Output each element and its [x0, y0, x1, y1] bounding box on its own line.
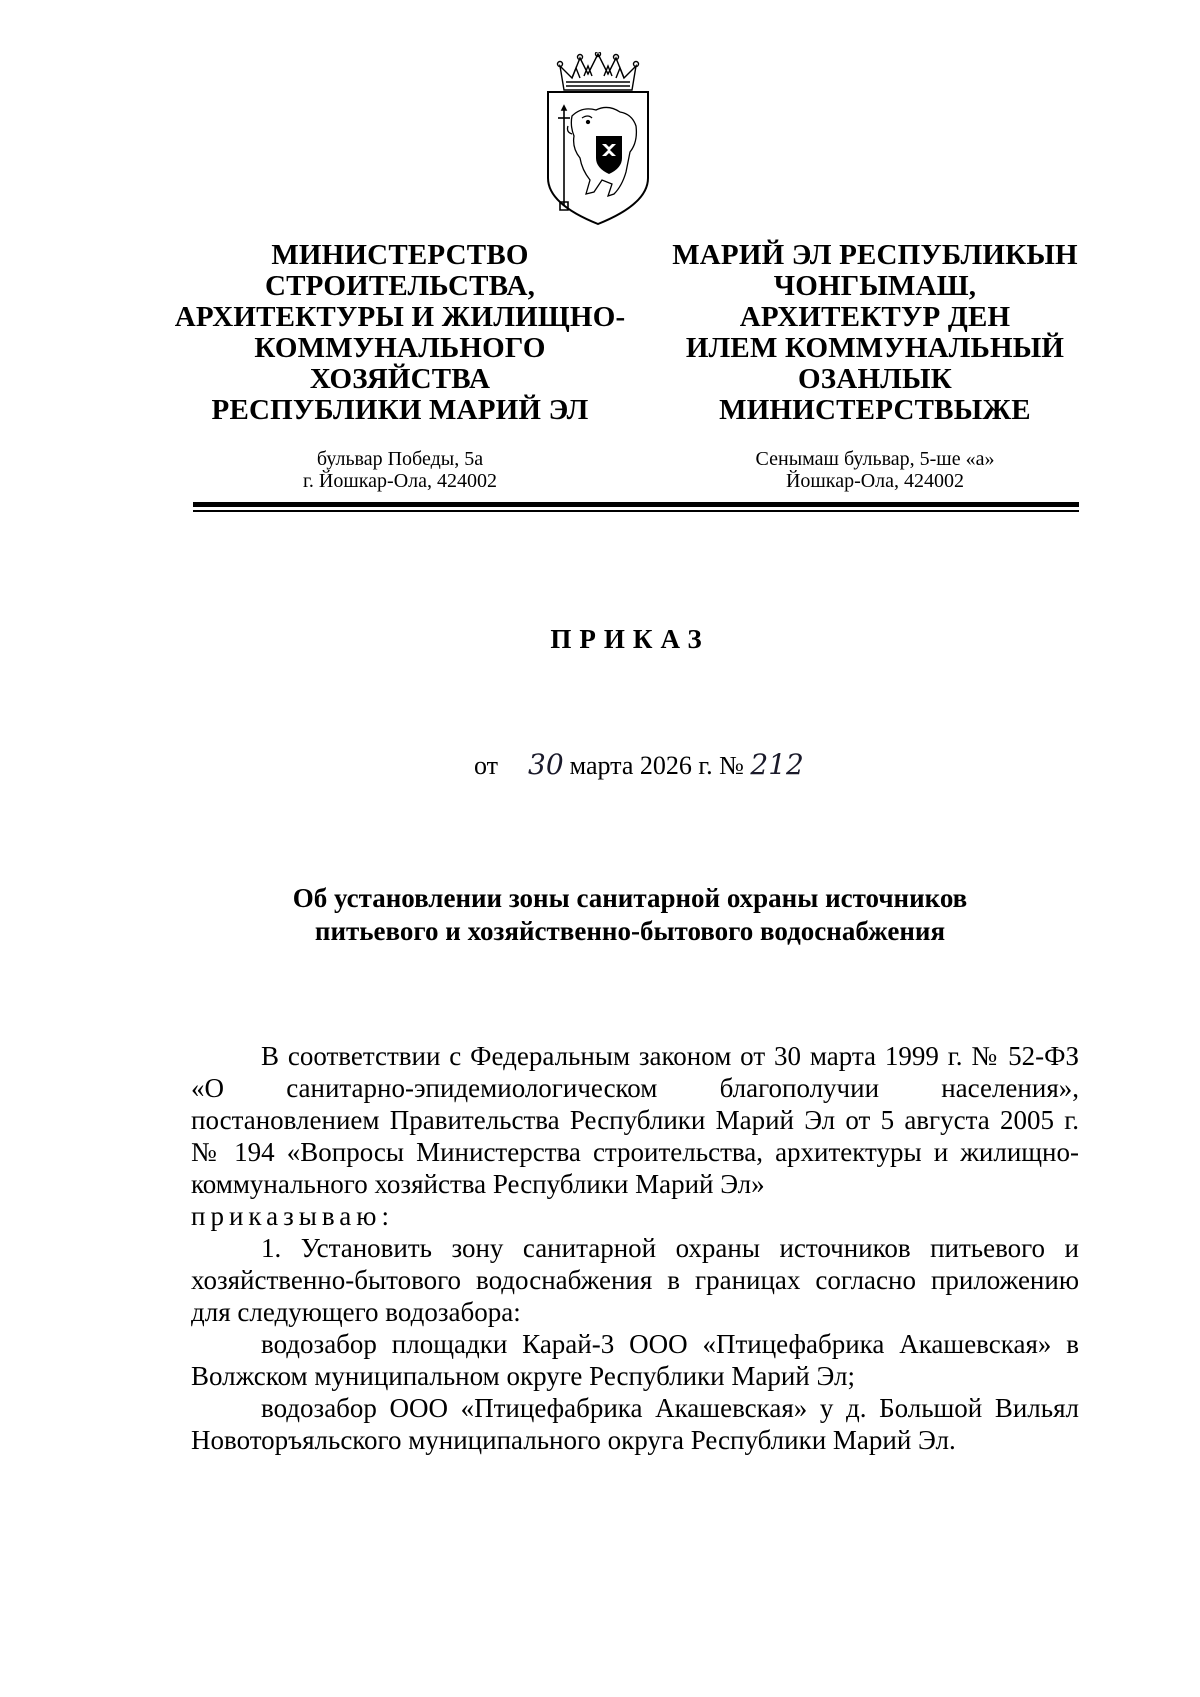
date-prefix: от [474, 751, 499, 780]
document-type: ПРИКАЗ [550, 624, 710, 654]
org-name-line: МИНИСТЕРСТВЫЖЕ [719, 394, 1031, 426]
header-divider-thin [193, 510, 1079, 512]
header-divider-thick [193, 502, 1079, 507]
title-line: питьевого и хозяйственно-бытового водоснабжения [314, 916, 946, 946]
address-line: бульвар Победы, 5а [316, 448, 484, 470]
header-right [655, 240, 1095, 492]
org-name-line: МИНИСТЕРСТВО [271, 239, 529, 271]
org-name-line: ИЛЕМ КОММУНАЛЬНЫЙ [685, 332, 1065, 364]
item-1-paragraph: 1. Установить зону санитарной охраны источников питьевого и хозяйственно-бытового водоснабжения в границах согласно приложению для следующего водозабора: [191, 1233, 1079, 1327]
org-name-line: РЕСПУБЛИКИ МАРИЙ ЭЛ [211, 394, 589, 426]
order-word [191, 1200, 1079, 1232]
address-line: Йошкар-Ола, 424002 [785, 470, 965, 492]
org-name-line: ХОЗЯЙСТВА [309, 363, 491, 395]
handwritten-day: 30 [528, 748, 564, 781]
address-mari [655, 448, 1095, 492]
org-name-line: АРХИТЕКТУРЫ И ЖИЛИЩНО- [174, 301, 626, 333]
address-ru [150, 448, 650, 492]
title-line: Об установлении зоны санитарной охраны источников [292, 883, 968, 913]
address-line: г. Йошкар-Ола, 424002 [302, 470, 498, 492]
handwritten-number: 212 [750, 748, 804, 781]
header-left [150, 240, 650, 492]
org-name-line: МАРИЙ ЭЛ РЕСПУБЛИКЫН [672, 239, 1078, 271]
org-name-mari [655, 240, 1095, 426]
date-rest: марта 2026 г. № [569, 751, 744, 780]
address-line: Сенымаш бульвар, 5-ше «а» [755, 448, 995, 470]
org-name-ru [150, 240, 650, 426]
org-name-line: СТРОИТЕЛЬСТВА, [264, 270, 536, 302]
document-body [191, 1040, 1079, 1456]
org-name-line: АРХИТЕКТУР ДЕН [739, 301, 1011, 333]
org-name-line: ЧОНГЫМАШ, [773, 270, 977, 302]
org-name-line: ОЗАНЛЫК [798, 363, 952, 395]
intake-2-paragraph: водозабор ООО «Птицефабрика Акашевская» у д. Большой Вильял Новоторъяльского муниципального округа Республики Марий Эл. [191, 1393, 1079, 1455]
coat-of-arms-icon [542, 52, 654, 228]
document-title [150, 882, 1110, 948]
document-date-line [474, 748, 804, 781]
org-name-line: КОММУНАЛЬНОГО [254, 332, 546, 364]
order-word-text: приказываю: [191, 1201, 394, 1231]
preamble-paragraph: В соответствии с Федеральным законом от 30 марта 1999 г. № 52-ФЗ «О санитарно-эпидемиологическом благополучии населения», постановлением Правительства Республики Марий Эл от 5 августа 2005 г. № 194 «Вопросы Министерства строительства, архитектуры и жилищно-коммунального хозяйства Республики Марий Эл» [191, 1041, 1079, 1199]
intake-1-paragraph: водозабор площадки Карай-3 ООО «Птицефабрика Акашевская» в Волжском муниципальном округе Республики Марий Эл; [191, 1329, 1079, 1391]
